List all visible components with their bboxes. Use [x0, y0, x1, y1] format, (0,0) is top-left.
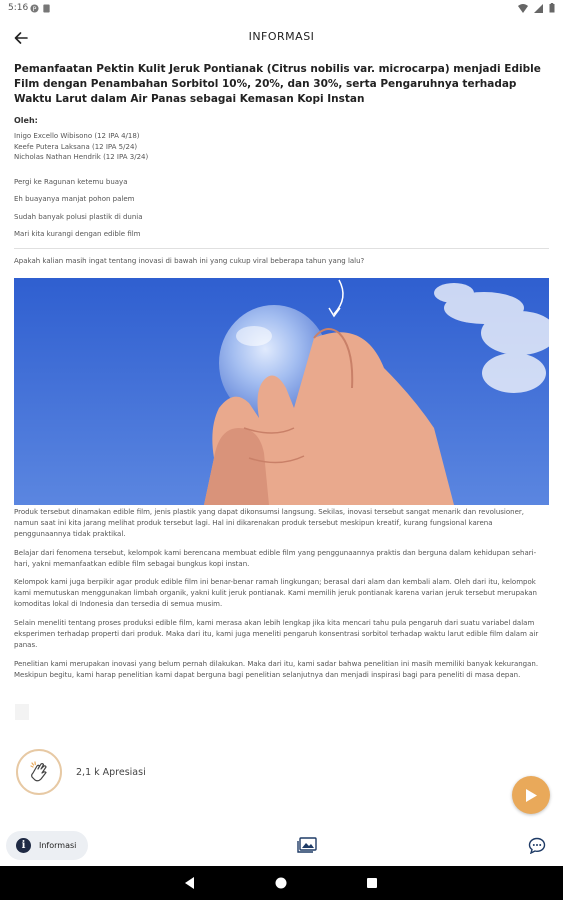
- app-bar: [0, 18, 563, 58]
- status-time: 5:16: [8, 3, 29, 13]
- wifi-icon: [518, 4, 528, 13]
- author-item: Inigo Excello Wibisono (12 IPA 4/18): [14, 132, 140, 140]
- tab-informasi[interactable]: [6, 831, 88, 860]
- signal-icon: [534, 4, 543, 13]
- bottom-navigation: [0, 826, 563, 866]
- clap-icon: [27, 760, 51, 784]
- poem-line: Mari kita kurangi dengan edible film: [14, 230, 141, 238]
- status-icons: [518, 3, 555, 13]
- system-recents-icon[interactable]: [364, 875, 380, 891]
- play-icon: [524, 788, 538, 803]
- authors-heading: Oleh:: [14, 116, 38, 125]
- divider: [14, 248, 549, 249]
- system-home-icon[interactable]: [273, 875, 289, 891]
- clap-button[interactable]: [16, 749, 62, 795]
- authors-list: [14, 131, 549, 163]
- author-item: Keefe Putera Laksana (12 IPA 5/24): [14, 142, 138, 151]
- status-bar: [0, 0, 563, 18]
- paragraph-2: Belajar dari fenomena tersebut, kelompok kami berencana membuat edible film yang penggunaannya praktis dan berguna dalam kehidupan sehari-hari, yakni memanfaatkan edible film sebagai bungkus kopi instan.: [14, 549, 537, 568]
- edible-bubble-photo: [14, 278, 549, 505]
- notification-icon: [30, 4, 39, 13]
- paragraph-3: Kelompok kami juga berpikir agar produk edible film ini benar-benar ramah lingkungan; berasal dari alam dan kembali alam. Oleh dari itu, kelompok kami memutuskan menggunakan limbah organik, yakni kulit jeruk pontianak. Kami memilih jeruk pontianak karena varian jeruk tersebut merupakan komoditas lokal di Indonesia dan tersedia di semua musim.: [14, 578, 537, 608]
- poem-line: Pergi ke Ragunan ketemu buaya: [14, 177, 128, 186]
- page-title: INFORMASI: [248, 30, 315, 43]
- appreciation-count: 2,1 k Apresiasi: [76, 766, 146, 778]
- system-back-icon[interactable]: [182, 875, 198, 891]
- system-navigation-bar: [0, 866, 563, 900]
- image-placeholder: [15, 704, 29, 720]
- battery-icon: [549, 3, 555, 13]
- paragraph-5: Penelitian kami merupakan inovasi yang belum pernah dilakukan. Maka dari itu, kami sadar bahwa penelitian ini masih memiliki banyak kekurangan. Meskipun begitu, kami harap penelitian kami dapat berguna bagi penelitian selanjutnya dan menjadi inspirasi bagi para peneliti di masa depan.: [14, 660, 539, 679]
- intro-question: Apakah kalian masih ingat tentang inovasi di bawah ini yang cukup viral beberapa tahun yang lalu?: [14, 256, 365, 265]
- file-icon: [42, 4, 51, 13]
- paragraph-1: Produk tersebut dinamakan edible film, jenis plastik yang dapat dikonsumsi langsung. Sekilas, inovasi tersebut sangat menarik dan revolusioner, namun saat ini kita jarang melihat produk tersebut lagi. Hal ini dikarenakan produk tersebut meskipun kreatif, kurang fungsional karena penggunaannya tidak praktikal.: [14, 508, 524, 538]
- svg-text:P: P: [32, 5, 37, 13]
- paragraph-4: Selain meneliti tentang proses produksi edible film, kami merasa akan lebih lengkap jika kita mencari tahu pula pengaruh dari suatu variabel dalam eksperimen terhadap properti dari produk. Maka dari itu, kami juga meneliti pengaruh konsentrasi sorbitol terhadap waktu larut edible film dalam air panas.: [14, 619, 539, 649]
- poem-line: Eh buayanya manjat pohon palem: [14, 195, 135, 203]
- play-button[interactable]: [512, 776, 550, 814]
- pantun-poem: [14, 177, 549, 247]
- poem-line: Sudah banyak polusi plastik di dunia: [14, 212, 143, 221]
- article-headline: Pemanfaatan Pektin Kulit Jeruk Pontianak (Citrus nobilis var. microcarpa) menjadi Edible Film dengan Penambahan Sorbitol 10%, 20%, dan 30%, serta Pengaruhnya terhadap Waktu Larut dalam Air Panas sebagai Kemasan Kopi Instan: [14, 63, 541, 105]
- article-image: [14, 278, 549, 505]
- tab-informasi-label: Informasi: [39, 841, 77, 850]
- article-content: [14, 62, 549, 265]
- gallery-icon[interactable]: [297, 837, 317, 853]
- author-item: Nicholas Nathan Hendrik (12 IPA 3/24): [14, 153, 149, 161]
- chat-icon[interactable]: [528, 837, 546, 854]
- info-icon: i: [16, 838, 31, 853]
- appreciation-button[interactable]: [16, 749, 146, 795]
